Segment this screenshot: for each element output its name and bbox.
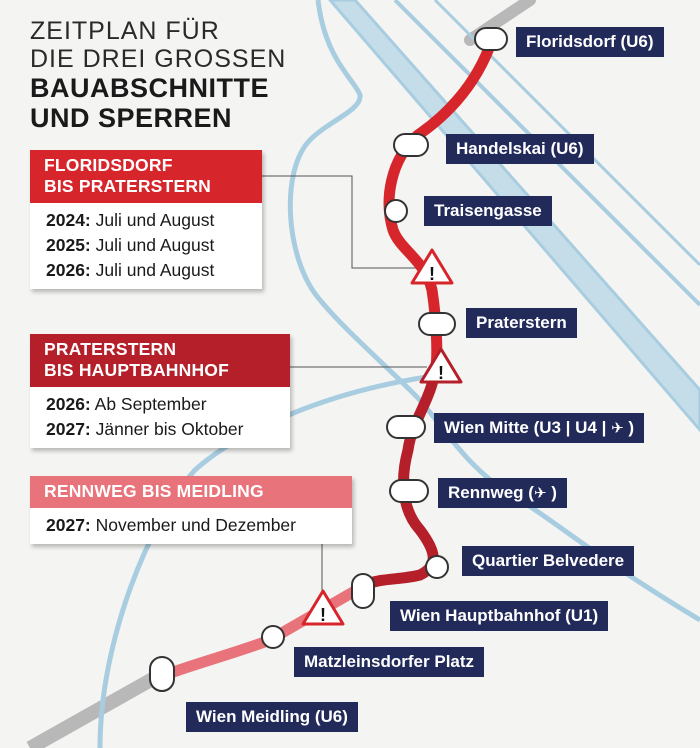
schedule-year: 2026:	[46, 394, 91, 414]
station-marker-meidling	[150, 657, 174, 691]
station-marker-traisengasse	[385, 200, 407, 222]
schedule-row	[46, 233, 252, 258]
section-heading: RENNWEG BIS MEIDLING	[30, 476, 352, 508]
schedule-year: 2026:	[46, 260, 91, 280]
schedule-row	[46, 208, 252, 233]
title-line-2: DIE DREI GROSSEN	[30, 45, 287, 73]
station-label-praterstern: Praterstern	[466, 308, 577, 338]
station-label-quartier-belvedere: Quartier Belvedere	[462, 546, 634, 576]
section-heading: FLORIDSDORF BIS PRATERSTERN	[30, 150, 262, 203]
station-marker-rennweg	[390, 480, 428, 502]
schedule-text: November und Dezember	[90, 515, 296, 535]
warning-glyph: !	[320, 605, 326, 625]
section-card-rennweg-meidling	[30, 476, 352, 544]
section-card-floridsdorf-praterstern	[30, 150, 262, 289]
section-heading: PRATERSTERN BIS HAUPTBAHNHOF	[30, 334, 290, 387]
section-schedule	[30, 203, 262, 289]
schedule-row	[46, 417, 280, 442]
rail-line-south	[30, 672, 165, 748]
schedule-row	[46, 258, 252, 283]
section-schedule	[30, 387, 290, 448]
station-name: Rennweg (	[448, 483, 534, 502]
line-section-2	[365, 365, 436, 585]
warning-glyph: !	[438, 363, 444, 383]
warning-glyph: !	[429, 264, 435, 284]
section-card-praterstern-hauptbahnhof	[30, 334, 290, 448]
station-marker-handelskai	[394, 134, 428, 156]
schedule-text: Ab September	[90, 394, 207, 414]
title-line-4: UND SPERREN	[30, 103, 233, 133]
airplane-icon: ✈	[611, 420, 624, 437]
station-label-hauptbahnhof: Wien Hauptbahnhof (U1)	[390, 601, 608, 631]
station-label-floridsdorf: Floridsdorf (U6)	[516, 27, 664, 57]
schedule-text: Juli und August	[90, 235, 215, 255]
schedule-year: 2025:	[46, 235, 91, 255]
station-marker-floridsdorf	[475, 28, 507, 50]
station-label-meidling: Wien Meidling (U6)	[186, 702, 358, 732]
schedule-text: Jänner bis Oktober	[90, 419, 244, 439]
section-schedule	[30, 508, 352, 544]
station-label-rennweg	[438, 478, 567, 508]
station-label-traisengasse: Traisengasse	[424, 196, 552, 226]
station-suffix: )	[623, 418, 635, 437]
station-suffix: )	[546, 483, 557, 502]
schedule-year: 2027:	[46, 515, 91, 535]
station-marker-praterstern	[419, 313, 455, 335]
schedule-row	[46, 392, 280, 417]
title-line-1: ZEITPLAN FÜR	[30, 17, 220, 45]
station-marker-hauptbahnhof	[352, 574, 374, 608]
station-marker-matzleinsdorfer-platz	[262, 626, 284, 648]
airplane-icon: ✈	[533, 485, 547, 502]
schedule-year: 2027:	[46, 419, 91, 439]
schedule-text: Juli und August	[90, 210, 215, 230]
warning-icon-section-2	[421, 349, 461, 383]
schedule-year: 2024:	[46, 210, 91, 230]
title-line-3: BAUABSCHNITTE	[30, 73, 269, 103]
station-name: Wien Mitte (U3 | U4 |	[444, 418, 607, 437]
station-label-matzleinsdorfer-platz: Matzleinsdorfer Platz	[294, 647, 484, 677]
schedule-text: Juli und August	[90, 260, 215, 280]
station-marker-wien-mitte	[387, 416, 425, 438]
station-label-wien-mitte	[434, 413, 644, 443]
schedule-row	[46, 513, 342, 538]
station-marker-quartier-belvedere	[426, 556, 448, 578]
station-label-handelskai: Handelskai (U6)	[446, 134, 594, 164]
